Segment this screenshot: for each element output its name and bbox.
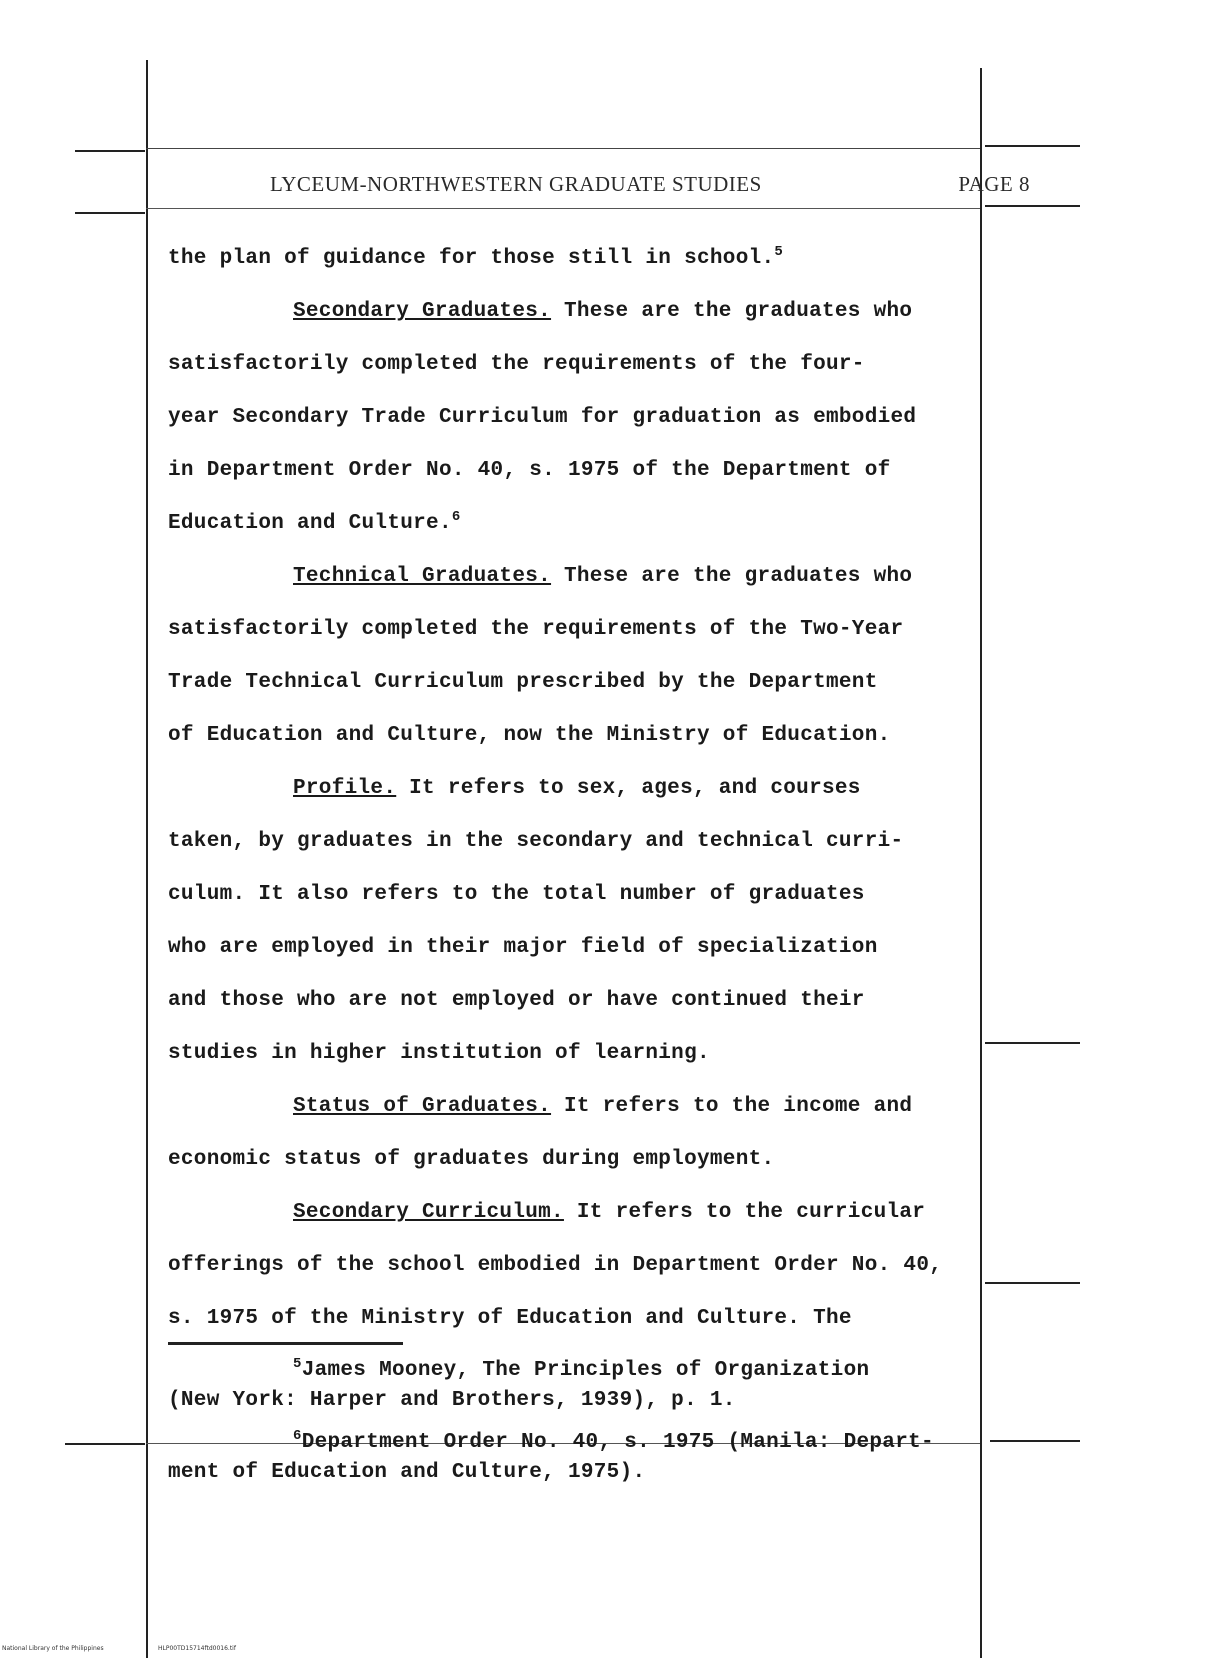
header-bottom-rule (146, 208, 980, 209)
term-heading: Status of Graduates. (293, 1095, 552, 1118)
page-label: PAGE (958, 172, 1014, 196)
text-line: offerings of the school embodied in Department Order No. 40, (168, 1254, 943, 1277)
header-bottom-rule-right (985, 205, 1080, 207)
footnote-6: $^6$Department Order No. 40, s. 1975 (Manila: Depart- ment of Education and Culture, 1975). (168, 1428, 934, 1484)
text-line: culum. It also refers to the total number of graduates (168, 883, 865, 906)
text-line: Education and Culture.$^6$ (168, 509, 461, 535)
archive-file-label: HLP00TD15714ftd0016.tif (158, 1645, 236, 1652)
definition-secondary-curriculum: Secondary Curriculum. It refers to the curricular (293, 1201, 926, 1224)
footnote-mark: 6 (293, 1428, 302, 1444)
text-line: who are employed in their major field of specialization (168, 936, 878, 959)
header-page (958, 172, 1030, 197)
header-bottom-rule (75, 212, 145, 214)
archive-library-label: National Library of the Philippines (2, 1645, 104, 1652)
footnote-mark: 5 (293, 1356, 302, 1372)
definition-status-of-graduates: Status of Graduates. It refers to the income and (293, 1095, 913, 1118)
document-body (168, 232, 1048, 1345)
left-margin-line (146, 60, 148, 1658)
definition-profile: Profile. It refers to sex, ages, and courses (293, 777, 861, 800)
definition-technical-graduates: Technical Graduates. These are the graduates who (293, 565, 913, 588)
text-line: year Secondary Trade Curriculum for graduation as embodied (168, 406, 917, 429)
footer-rule (65, 1443, 145, 1445)
text-line: and those who are not employed or have continued their (168, 989, 865, 1012)
term-heading: Secondary Graduates. (293, 300, 552, 323)
footnotes (168, 1356, 1048, 1500)
footnote-ref: 5 (774, 244, 784, 260)
text-line: economic status of graduates during employment. (168, 1148, 775, 1171)
footnote-ref: 6 (451, 509, 461, 525)
text-line: studies in higher institution of learning. (168, 1042, 710, 1065)
text-line: satisfactorily completed the requirements of the Two-Year (168, 618, 904, 641)
footnote-5: $^5$James Mooney, The Principles of Organization (New York: Harper and Brothers, 1939), p. 1. (168, 1356, 870, 1412)
page-number: 8 (1019, 172, 1030, 196)
header-top-rule (146, 148, 980, 149)
header-top-rule (75, 150, 145, 152)
text-line: in Department Order No. 40, s. 1975 of the Department of (168, 459, 891, 482)
definition-secondary-graduates: Secondary Graduates. These are the graduates who (293, 300, 913, 323)
text-line: taken, by graduates in the secondary and technical curri- (168, 830, 904, 853)
footnote-separator (168, 1342, 403, 1345)
term-heading: Profile. (293, 777, 397, 800)
text-line: the plan of guidance for those still in school.$^5$ (168, 244, 784, 270)
term-heading: Technical Graduates. (293, 565, 552, 588)
term-heading: Secondary Curriculum. (293, 1201, 564, 1224)
text-line: satisfactorily completed the requirements of the four- (168, 353, 865, 376)
text-line: of Education and Culture, now the Ministry of Education. (168, 724, 891, 747)
text-line: s. 1975 of the Ministry of Education and Culture. The (168, 1307, 852, 1330)
header-title: LYCEUM-NORTHWESTERN GRADUATE STUDIES (270, 172, 762, 196)
header-top-rule-right (985, 145, 1080, 147)
text-line: Trade Technical Curriculum prescribed by the Department (168, 671, 878, 694)
